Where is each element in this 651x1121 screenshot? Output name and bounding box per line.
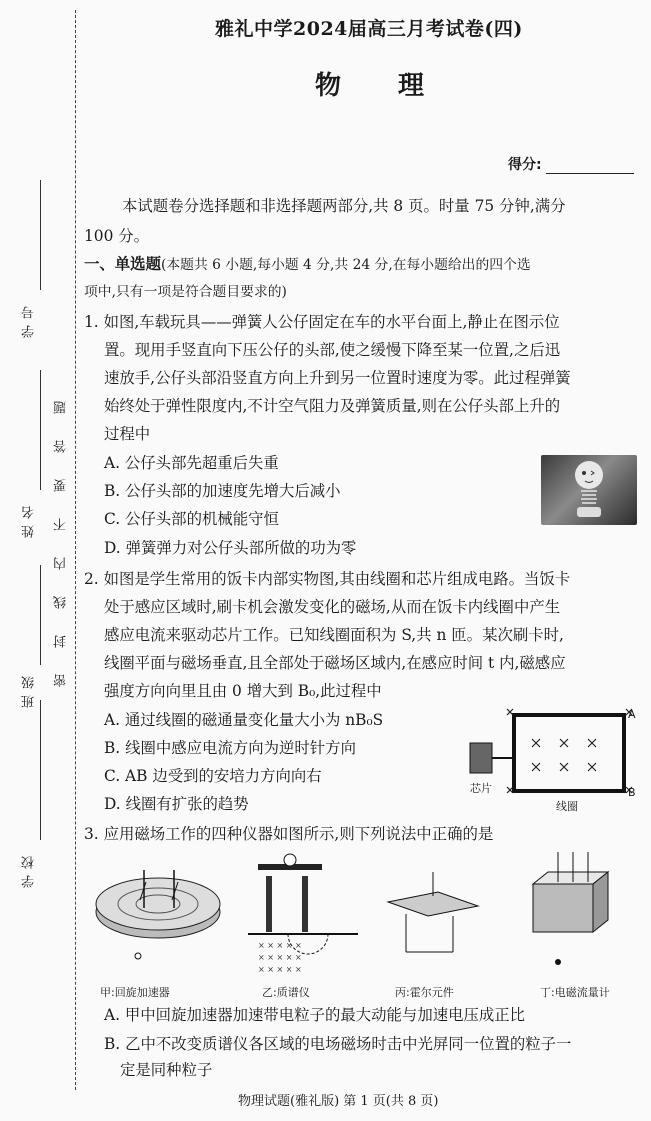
- score-label: 得分:: [508, 157, 542, 173]
- q3-line: 3. 应用磁场工作的四种仪器如图所示,则下列说法中正确的是: [84, 825, 494, 843]
- class-blank: [40, 565, 41, 665]
- score-blank: [546, 159, 634, 174]
- coil-label-b: B: [628, 786, 636, 799]
- svg-text:× × × × ×: × × × × ×: [258, 953, 302, 962]
- svg-text:× × × × ×: × × × × ×: [258, 965, 302, 974]
- exam-title: 雅礼中学2024届高三月考试卷(四): [215, 18, 523, 40]
- q3-option-b: B. 乙中不改变质谱仪各区域的电场磁场时击中光屏同一位置的粒子一: [104, 1035, 572, 1053]
- student-id-blank: [40, 180, 41, 290]
- school-blank: [40, 700, 41, 840]
- section-desc-2: 项中,只有一项是符合题目要求的): [84, 284, 287, 300]
- student-id-label: 学号: [22, 300, 37, 338]
- q1-line: 1. 如图,车载玩具——弹簧人公仔固定在车的水平台面上,静止在图示位: [84, 313, 560, 331]
- seal-warning: 密封线内不要答题: [54, 375, 69, 687]
- caption-flow-meter: 丁:电磁流量计: [540, 986, 610, 999]
- q2-option-b: B. 线圈中感应电流方向为逆时针方向: [104, 739, 356, 757]
- q2-option-d: D. 线圈有扩张的趋势: [104, 795, 249, 813]
- q2-option-c: C. AB 边受到的安培力方向向右: [104, 767, 322, 785]
- q2-option-a: A. 通过线圈的磁通量变化量大小为 nB₀S: [104, 711, 384, 729]
- q1-line: 过程中: [104, 425, 151, 443]
- section-desc-1: (本题共 6 小题,每小题 4 分,共 24 分,在每小题给出的四个选: [160, 257, 531, 273]
- coil-label: 线圈: [556, 800, 578, 813]
- q1-option-b: B. 公仔头部的加速度先增大后减小: [104, 482, 341, 500]
- q1-line: 置。现用手竖直向下压公仔的头部,使之缓慢下降至某一位置,之后迅: [104, 341, 561, 359]
- coil-label-a: A: [628, 708, 636, 721]
- caption-cyclotron: 甲:回旋加速器: [100, 986, 170, 999]
- intro-line-1: 本试题卷分选择题和非选择题两部分,共 8 页。时量 75 分钟,满分: [122, 197, 566, 215]
- name-blank: [40, 370, 41, 490]
- caption-mass-spectrometer: 乙:质谱仪: [262, 986, 310, 999]
- school-label: 学校: [22, 850, 37, 888]
- subject-title: 物 理: [315, 71, 449, 101]
- caption-hall-element: 丙:霍尔元件: [395, 986, 454, 999]
- q2-line: 强度方向向里且由 0 增大到 B₀,此过程中: [104, 682, 382, 700]
- section-title: 一、单选题: [84, 255, 161, 273]
- q1-option-a: A. 公仔头部先超重后失重: [104, 454, 279, 472]
- q2-line: 2. 如图是学生常用的饭卡内部实物图,其由线圈和芯片组成电路。当饭卡: [84, 570, 571, 588]
- q3-option-b-cont: 定是同种粒子: [120, 1061, 213, 1079]
- page-footer: 物理试题(雅礼版) 第 1 页(共 8 页): [238, 1094, 439, 1109]
- q1-option-c: C. 公仔头部的机械能守恒: [104, 510, 279, 528]
- chip-label: 芯片: [470, 782, 492, 795]
- name-label: 姓名: [22, 500, 37, 538]
- q1-line: 始终处于弹性限度内,不计空气阻力及弹簧质量,则在公仔头部上升的: [104, 397, 561, 415]
- spring-doll-photo: [541, 455, 637, 525]
- q3-option-a: A. 甲中回旋加速器加速带电粒子的最大动能与加速电压成正比: [104, 1006, 526, 1024]
- seal-line: [75, 10, 76, 1090]
- q1-option-d: D. 弹簧弹力对公仔头部所做的功为零: [104, 539, 357, 557]
- card-coil-figure: [462, 705, 647, 815]
- q2-line: 处于感应区域时,刷卡机会激发变化的磁场,从而在饭卡内线圈中产生: [104, 598, 561, 616]
- q2-line: 感应电流来驱动芯片工作。已知线圈面积为 S,共 n 匝。某次刷卡时,: [104, 626, 564, 644]
- q1-line: 速放手,公仔头部沿竖直方向上升到另一位置时速度为零。此过程弹簧: [104, 369, 571, 387]
- class-label: 班级: [22, 670, 37, 708]
- score-field: [508, 154, 634, 174]
- four-instruments-figure: [88, 852, 648, 980]
- svg-text:× × × × ×: × × × × ×: [258, 941, 302, 950]
- section-heading: [84, 254, 531, 275]
- spring-doll-icon: [541, 455, 637, 525]
- intro-line-2: 100 分。: [84, 227, 150, 245]
- q2-line: 线圈平面与磁场垂直,且全部处于磁场区域内,在感应时间 t 内,磁感应: [104, 654, 566, 672]
